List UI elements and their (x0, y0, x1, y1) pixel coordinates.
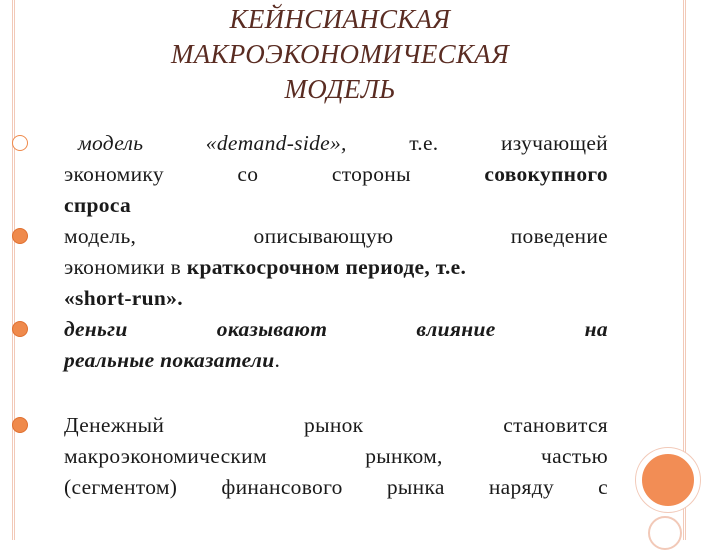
text: . (274, 348, 281, 372)
bullet-icon (12, 135, 28, 151)
text: наряду (488, 475, 555, 499)
bullet-icon (12, 228, 28, 244)
text: экономики в (64, 255, 187, 279)
title-line-1: КЕЙНСИАНСКАЯ (229, 4, 451, 34)
text: краткосрочном периоде, т.е. (186, 255, 467, 279)
text: спроса (64, 193, 131, 217)
text: частью (541, 444, 608, 468)
decorative-dot (648, 516, 682, 550)
bullet-icon (12, 417, 28, 433)
text: рынок (304, 413, 364, 437)
text: «short-run». (64, 286, 183, 310)
text: поведение (510, 224, 608, 248)
title-line-3: МОДЕЛЬ (284, 74, 396, 104)
text: изучающей (500, 131, 608, 155)
left-border-decoration (0, 0, 15, 540)
list-item (64, 221, 608, 314)
bullet-list (64, 128, 608, 503)
text: с (598, 475, 608, 499)
text: «demand-side», (205, 131, 347, 155)
text: финансового (221, 475, 343, 499)
text: (сегментом) (64, 475, 178, 499)
text: т.е. (409, 131, 439, 155)
text: описывающую (253, 224, 394, 248)
text: деньги (64, 317, 128, 341)
text: модель, (64, 224, 137, 248)
slide-title (90, 2, 590, 107)
text: рынка (386, 475, 445, 499)
text: со (237, 162, 259, 186)
text: модель (78, 131, 144, 155)
text: экономику (64, 162, 164, 186)
text: оказывают (216, 317, 328, 341)
bullet-icon (12, 321, 28, 337)
text: стороны (331, 162, 411, 186)
text: влияние (416, 317, 496, 341)
decorative-circle (636, 448, 700, 512)
text: реальные показатели (64, 348, 275, 372)
title-line-2: МАКРОЭКОНОМИЧЕСКАЯ (170, 39, 510, 69)
text: совокупного (484, 162, 608, 186)
list-item (64, 410, 608, 503)
text: на (584, 317, 608, 341)
list-item (64, 314, 608, 376)
text: Денежный (64, 413, 165, 437)
text: рынком, (365, 444, 443, 468)
text: становится (503, 413, 608, 437)
list-item (64, 128, 608, 221)
text: макроэкономическим (64, 444, 267, 468)
